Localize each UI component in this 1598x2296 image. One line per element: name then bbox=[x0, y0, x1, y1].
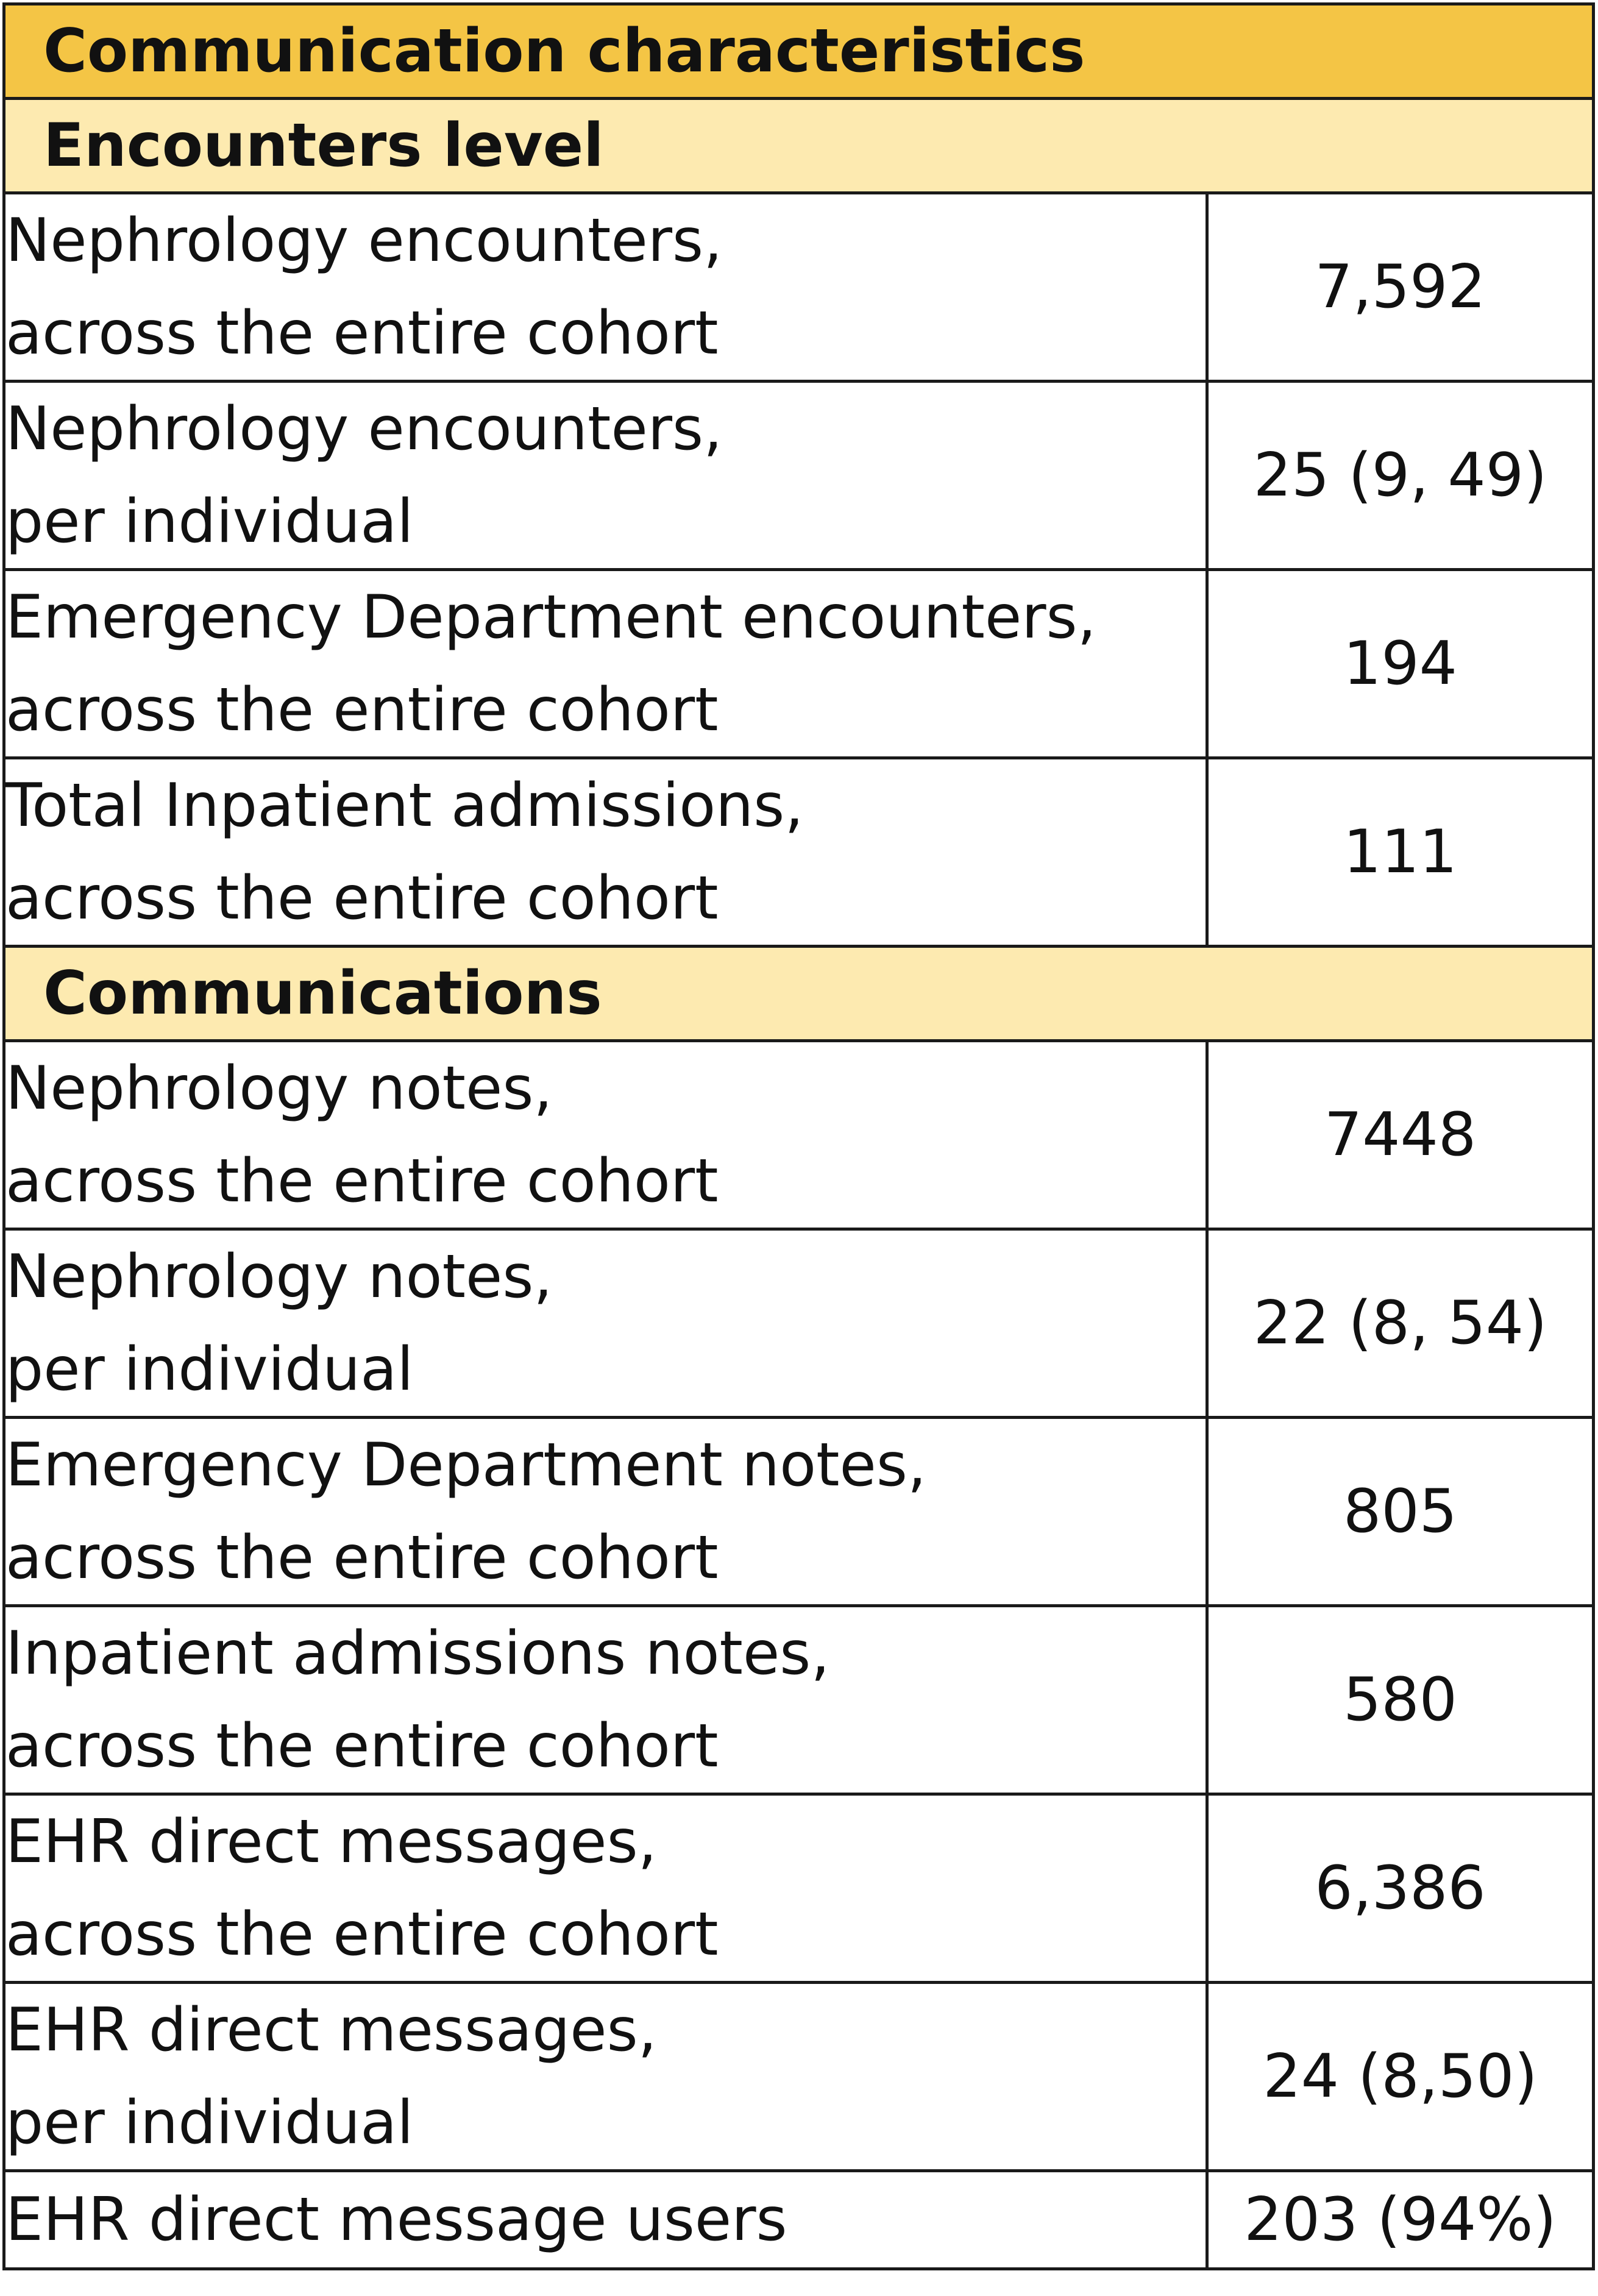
table-row bbox=[4, 1794, 1594, 1983]
table-row bbox=[4, 1418, 1594, 1606]
row-value: 203 (94%) bbox=[1207, 2171, 1594, 2269]
row-value: 25 (9, 49) bbox=[1207, 382, 1594, 570]
table-row bbox=[4, 1041, 1594, 1229]
table-row bbox=[4, 1983, 1594, 2171]
row-label: Nephrology notes, per individual bbox=[4, 1229, 1207, 1418]
table-row bbox=[4, 1606, 1594, 1794]
row-value: 6,386 bbox=[1207, 1794, 1594, 1983]
section-heading-communications: Communications bbox=[4, 947, 1594, 1041]
row-label: Nephrology encounters, per individual bbox=[4, 382, 1207, 570]
table-row bbox=[4, 193, 1594, 382]
communication-characteristics-table bbox=[2, 2, 1595, 2270]
row-label: EHR direct message users bbox=[4, 2171, 1207, 2269]
row-value: 7448 bbox=[1207, 1041, 1594, 1229]
row-label: EHR direct messages, per individual bbox=[4, 1983, 1207, 2171]
table-row bbox=[4, 1229, 1594, 1418]
row-value: 194 bbox=[1207, 570, 1594, 758]
table-row bbox=[4, 570, 1594, 758]
table-row bbox=[4, 2171, 1594, 2269]
row-value: 111 bbox=[1207, 758, 1594, 947]
row-label: Nephrology notes, across the entire cohort bbox=[4, 1041, 1207, 1229]
table-row bbox=[4, 382, 1594, 570]
row-label: Inpatient admissions notes, across the entire cohort bbox=[4, 1606, 1207, 1794]
table-title-row bbox=[4, 4, 1594, 99]
row-value: 805 bbox=[1207, 1418, 1594, 1606]
row-value: 580 bbox=[1207, 1606, 1594, 1794]
row-label: Emergency Department encounters, across the entire cohort bbox=[4, 570, 1207, 758]
row-value: 7,592 bbox=[1207, 193, 1594, 382]
table-row bbox=[4, 758, 1594, 947]
section-heading-row bbox=[4, 947, 1594, 1041]
section-heading-encounters: Encounters level bbox=[4, 99, 1594, 193]
table-title: Communication characteristics bbox=[4, 4, 1594, 99]
row-value: 22 (8, 54) bbox=[1207, 1229, 1594, 1418]
row-label: EHR direct messages, across the entire cohort bbox=[4, 1794, 1207, 1983]
row-value: 24 (8,50) bbox=[1207, 1983, 1594, 2171]
row-label: Nephrology encounters, across the entire cohort bbox=[4, 193, 1207, 382]
row-label: Emergency Department notes, across the entire cohort bbox=[4, 1418, 1207, 1606]
row-label: Total Inpatient admissions, across the entire cohort bbox=[4, 758, 1207, 947]
section-heading-row bbox=[4, 99, 1594, 193]
